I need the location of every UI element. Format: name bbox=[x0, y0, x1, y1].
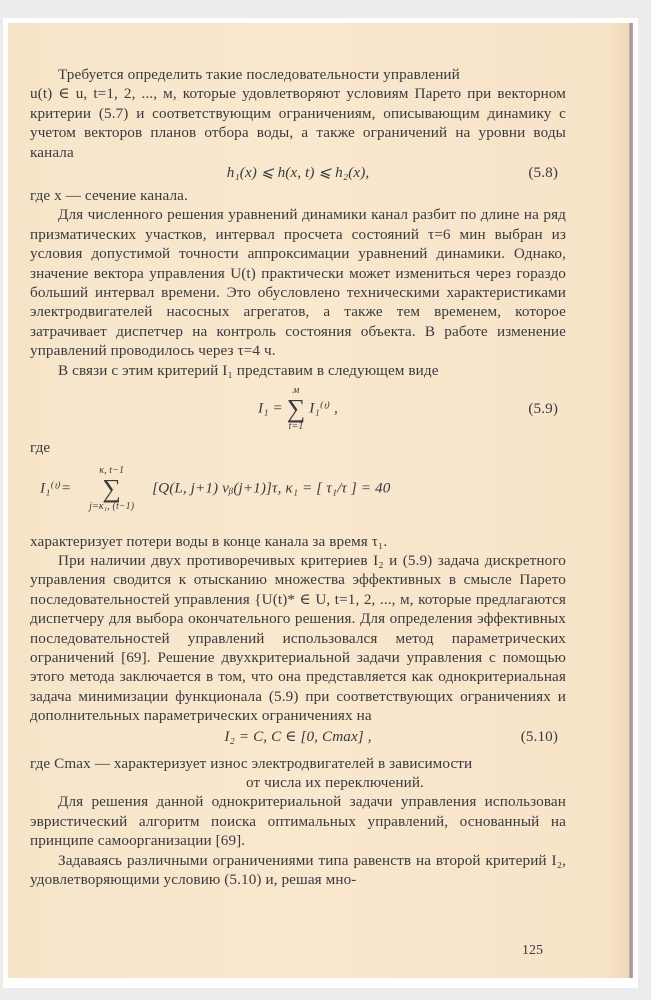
paragraph-4: В связи с этим критерий I₁ представим в следующем виде bbox=[58, 361, 439, 379]
equation-5-9-lhs: I₁ = bbox=[258, 399, 287, 417]
sum-symbol-2 bbox=[89, 465, 134, 513]
equation-5-9-number: (5.9) bbox=[528, 400, 558, 418]
equation-5-8-number: (5.8) bbox=[528, 164, 558, 182]
paragraph-10: Задаваясь различными ограничениями типа равенств на второй критерий I₂, удовлетворяющими условию (5.10) и, решая мно- bbox=[30, 851, 566, 888]
equation-i1t bbox=[30, 459, 566, 531]
paragraph-1: Требуется определить такие последовательности управлений bbox=[58, 66, 460, 83]
paragraph-1-cont: u(t) ∈ u, t=1, 2, ..., м, которые удовлетворяют условиям Парето при векторном критерии (5.7) и соответствующим ограничениям, описывающим динамику с учетом векторов планов отбора воды, а также ограничений на уровни воды канала bbox=[30, 85, 566, 161]
paragraph-3: Для численного решения уравнений динамики канал разбит по длине на ряд призматических участков, интервал просчета состояний τ=6 мин выбран из условия допустимой точности аппроксимации уравнений динамики. Однако, значение вектора управления U(t) практически может измениться через гораздо больший интервал времени. Это обусловлено техническими характеристиками электродвигателей насосных агрегатов, а также тем временем, которое затрачивает диспетчер на контроль состояния объекта. В работе изменение управлений проводилось через τ=4 ч. bbox=[30, 206, 566, 360]
equation-i1t-body bbox=[40, 465, 566, 513]
equation-5-8-body: h₁(x) ⩽ h(x, t) ⩽ h₂(x), bbox=[226, 164, 370, 182]
sum-symbol bbox=[287, 385, 306, 433]
equation-5-9-rhs: I₁⁽ᵗ⁾ , bbox=[309, 399, 338, 417]
equation-5-9 bbox=[30, 381, 566, 437]
paragraph-2: где x — сечение канала. bbox=[30, 187, 188, 205]
paragraph-5: где bbox=[30, 439, 51, 457]
equation-5-8 bbox=[30, 163, 566, 185]
paragraph-6: характеризует потери воды в конце канала за время τ₁. bbox=[30, 532, 388, 550]
equation-5-10-number: (5.10) bbox=[520, 727, 558, 745]
paragraph-8: где Cmax — характеризует износ электродвигателей в зависимости bbox=[30, 754, 473, 772]
paragraph-7: При наличии двух противоречивых критериев I₂ и (5.9) задача дискретного управления сводится к отысканию множества эффективных в смысле Парето последовательностей управления {U(t)* ∈ U, t=1, 2, ..., м, которые предлагаются диспетчеру для выбора окончательного решения. Для определения эффективных последовательностей управлений использовался метод параметрических ограничений [69]. Решение двухкритериальной задачи управления с помощью этого метода заключается в том, что она представляется как однокритериальная задача минимизации функционала (5.9) при соответствующих ограничениях и дополнительных параметрических ограничениях на bbox=[30, 551, 566, 725]
equation-5-10 bbox=[30, 727, 566, 753]
paragraph-9: Для решения данной однокритериальной задачи управления использован эвристический алгоритм поиска оптимальных управлений, основанный на принципе самоорганизации [69]. bbox=[30, 793, 566, 850]
sum-lower-limit: t=1 bbox=[288, 421, 304, 433]
sigma-icon: ∑ bbox=[286, 394, 306, 424]
page-number: 125 bbox=[522, 943, 543, 958]
equation-5-10-body: I₂ = C, C ∈ [0, Cmax] , bbox=[224, 727, 372, 745]
sum-lower-limit-2: j=κ₁, (t−1) bbox=[89, 500, 135, 512]
equation-i1t-lhs: I₁⁽ᵗ⁾= bbox=[40, 478, 72, 496]
sum-upper-limit: м bbox=[292, 385, 300, 397]
paragraph-8-cont: от числа их переключений. bbox=[246, 773, 424, 791]
equation-5-9-body bbox=[30, 385, 566, 433]
sigma-icon-2: ∑ bbox=[102, 473, 121, 503]
scanned-page bbox=[3, 18, 638, 988]
equation-i1t-rhs: [Q(L, j+1) vᵦ(j+1)]τ, κ₁ = [ τ₁/τ ] = 40 bbox=[152, 478, 391, 496]
sum-upper-limit-2: κ, t−1 bbox=[99, 464, 125, 476]
page-body bbox=[30, 65, 566, 889]
